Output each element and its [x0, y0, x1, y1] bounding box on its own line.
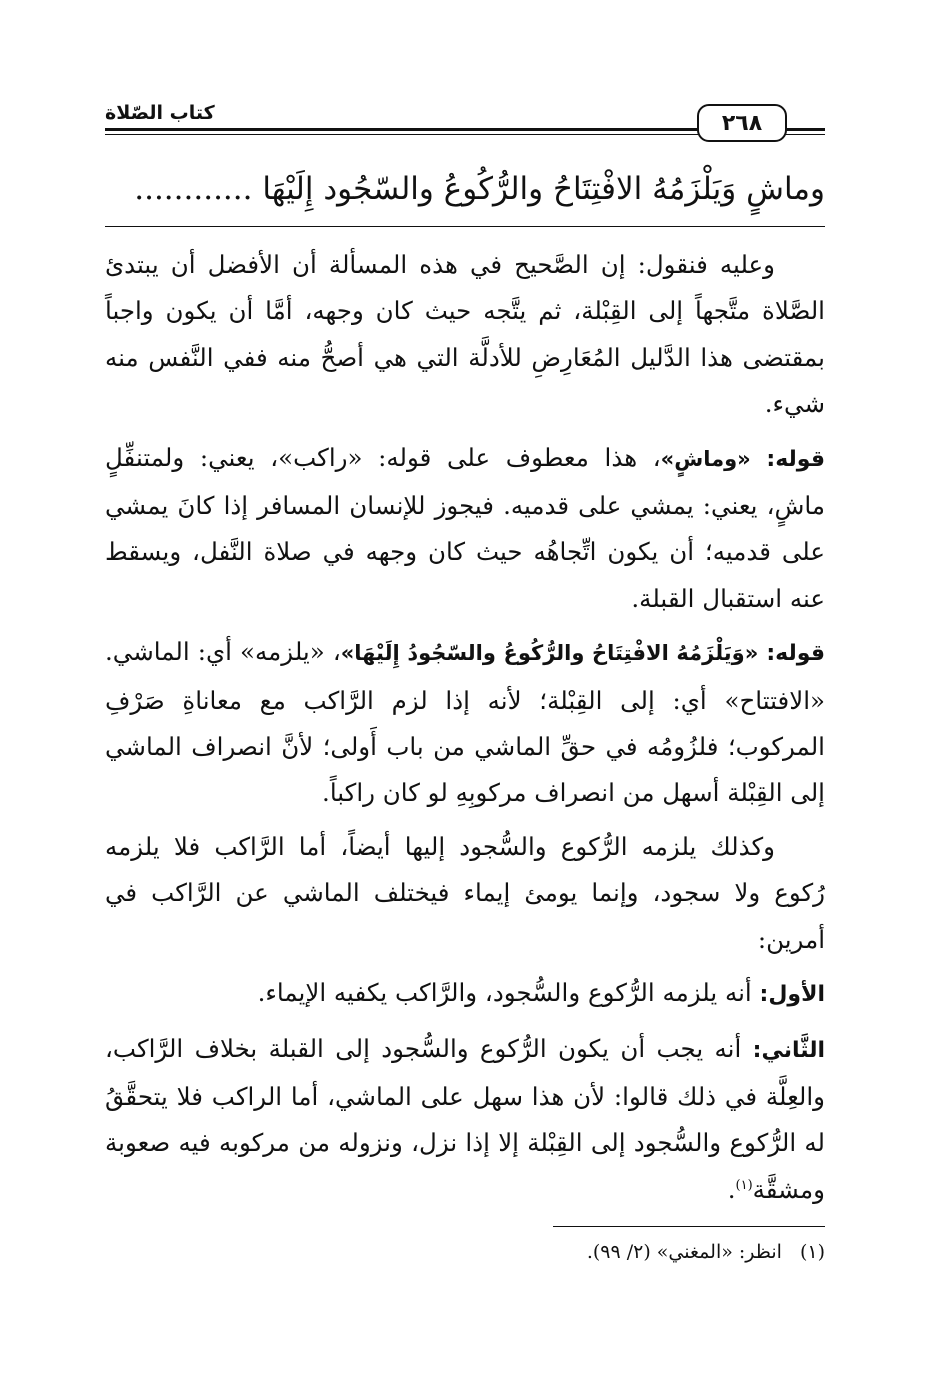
paragraph-5-text: أنه يلزمه الرُّكوع والسُّجود، والرَّاكب يكفيه الإيماء.	[257, 978, 760, 1008]
footnote	[105, 1236, 825, 1268]
paragraph-3-text: ، «يلزمه» أي: الماشي. «الافتتاح» أي: إلى القِبْلة؛ لأنه إذا لزم الرَّاكب مع معاناةِ صَرْفِ المركوب؛ فلزُومُه في حقِّ الماشي من باب أَولى؛ لأنَّ انصراف الماشي إلى القِبْلة أسهل من انصراف مركوبِهِ لو كان راكباً.	[105, 637, 825, 808]
paragraph-5	[105, 970, 825, 1018]
footnote-marker: (١)	[799, 1241, 825, 1263]
paragraph-3	[105, 629, 825, 817]
paragraph-6	[105, 1026, 825, 1214]
term-second: الثَّاني:	[752, 1037, 825, 1063]
term-qawluhu: قوله:	[766, 446, 825, 472]
page-number: ٢٦٨	[697, 104, 787, 142]
quoted-matn: «وَيَلْزَمُهُ الافْتِتَاحُ والرُّكُوعُ والسّجُودُ إِلَيْهَا»	[340, 641, 759, 666]
footnote-text: انظر: «المغني» (٢/ ٩٩).	[586, 1241, 782, 1263]
book-title: كتاب الصّلاة	[105, 102, 215, 124]
paragraph-2	[105, 435, 825, 623]
term-qawluhu: قوله:	[766, 641, 825, 667]
paragraph-1: وعليه فنقول: إن الصَّحيح في هذه المسألة أن الأفضل أن يبتدئ الصَّلاة متَّجهاً إلى القِبْلة، ثم يتَّجه حيث كان وجهه، أمَّا أن يكون واجباً بمقتضى هذا الدَّليل المُعَارِضِ للأدلَّة التي هي أصحُّ منه ففي النَّفس منه شيء.	[105, 250, 825, 419]
matn-divider	[105, 226, 825, 227]
paragraph-2-text: ، هذا معطوف على قوله: «راكب»، يعني: ولمتنفِّلٍ ماشٍ، يعني: يمشي على قدميه. فيجوز للإنسان المسافر إذا كانَ يمشي على قدميه؛ أن يكون اتِّجاهُه حيث كان وجهه في صلاة النَّفل، ويسقط عنه استقبال القبلة.	[105, 442, 825, 613]
paragraph-6-end: .	[727, 1174, 736, 1204]
footnote-reference[interactable]: (١)	[735, 1177, 753, 1193]
page-header	[105, 98, 825, 144]
term-first: الأول:	[759, 982, 825, 1008]
matn-line: وماشٍ وَيَلْزَمُهُ الافْتِتَاحُ والرُّكُوعُ والسّجُود إِلَيْهَا ............	[134, 171, 825, 207]
quoted-matn: «وماشٍ»	[660, 446, 751, 471]
commentary-body	[105, 242, 825, 1220]
paragraph-6-text: أنه يجب أن يكون الرُّكوع والسُّجود إلى القبلة بخلاف الرَّاكب، والعِلَّة في ذلك قالوا: لأن هذا سهل على الماشي، أما الراكب فلا يتحقَّقُ له الرُّكوع والسُّجود إلى القِبْلة إلا إذا نزل، ونزوله من مركوبه فيه صعوبة ومشقَّة	[105, 1033, 825, 1204]
paragraph-4: وكذلك يلزمه الرُّكوع والسُّجود إليها أيضاً، أما الرَّاكب فلا يلزمه رُكوع ولا سجود، وإنما يومئ إيماء فيختلف الماشي عن الرَّاكب في أمرين:	[105, 831, 825, 954]
footnote-divider	[553, 1226, 825, 1227]
